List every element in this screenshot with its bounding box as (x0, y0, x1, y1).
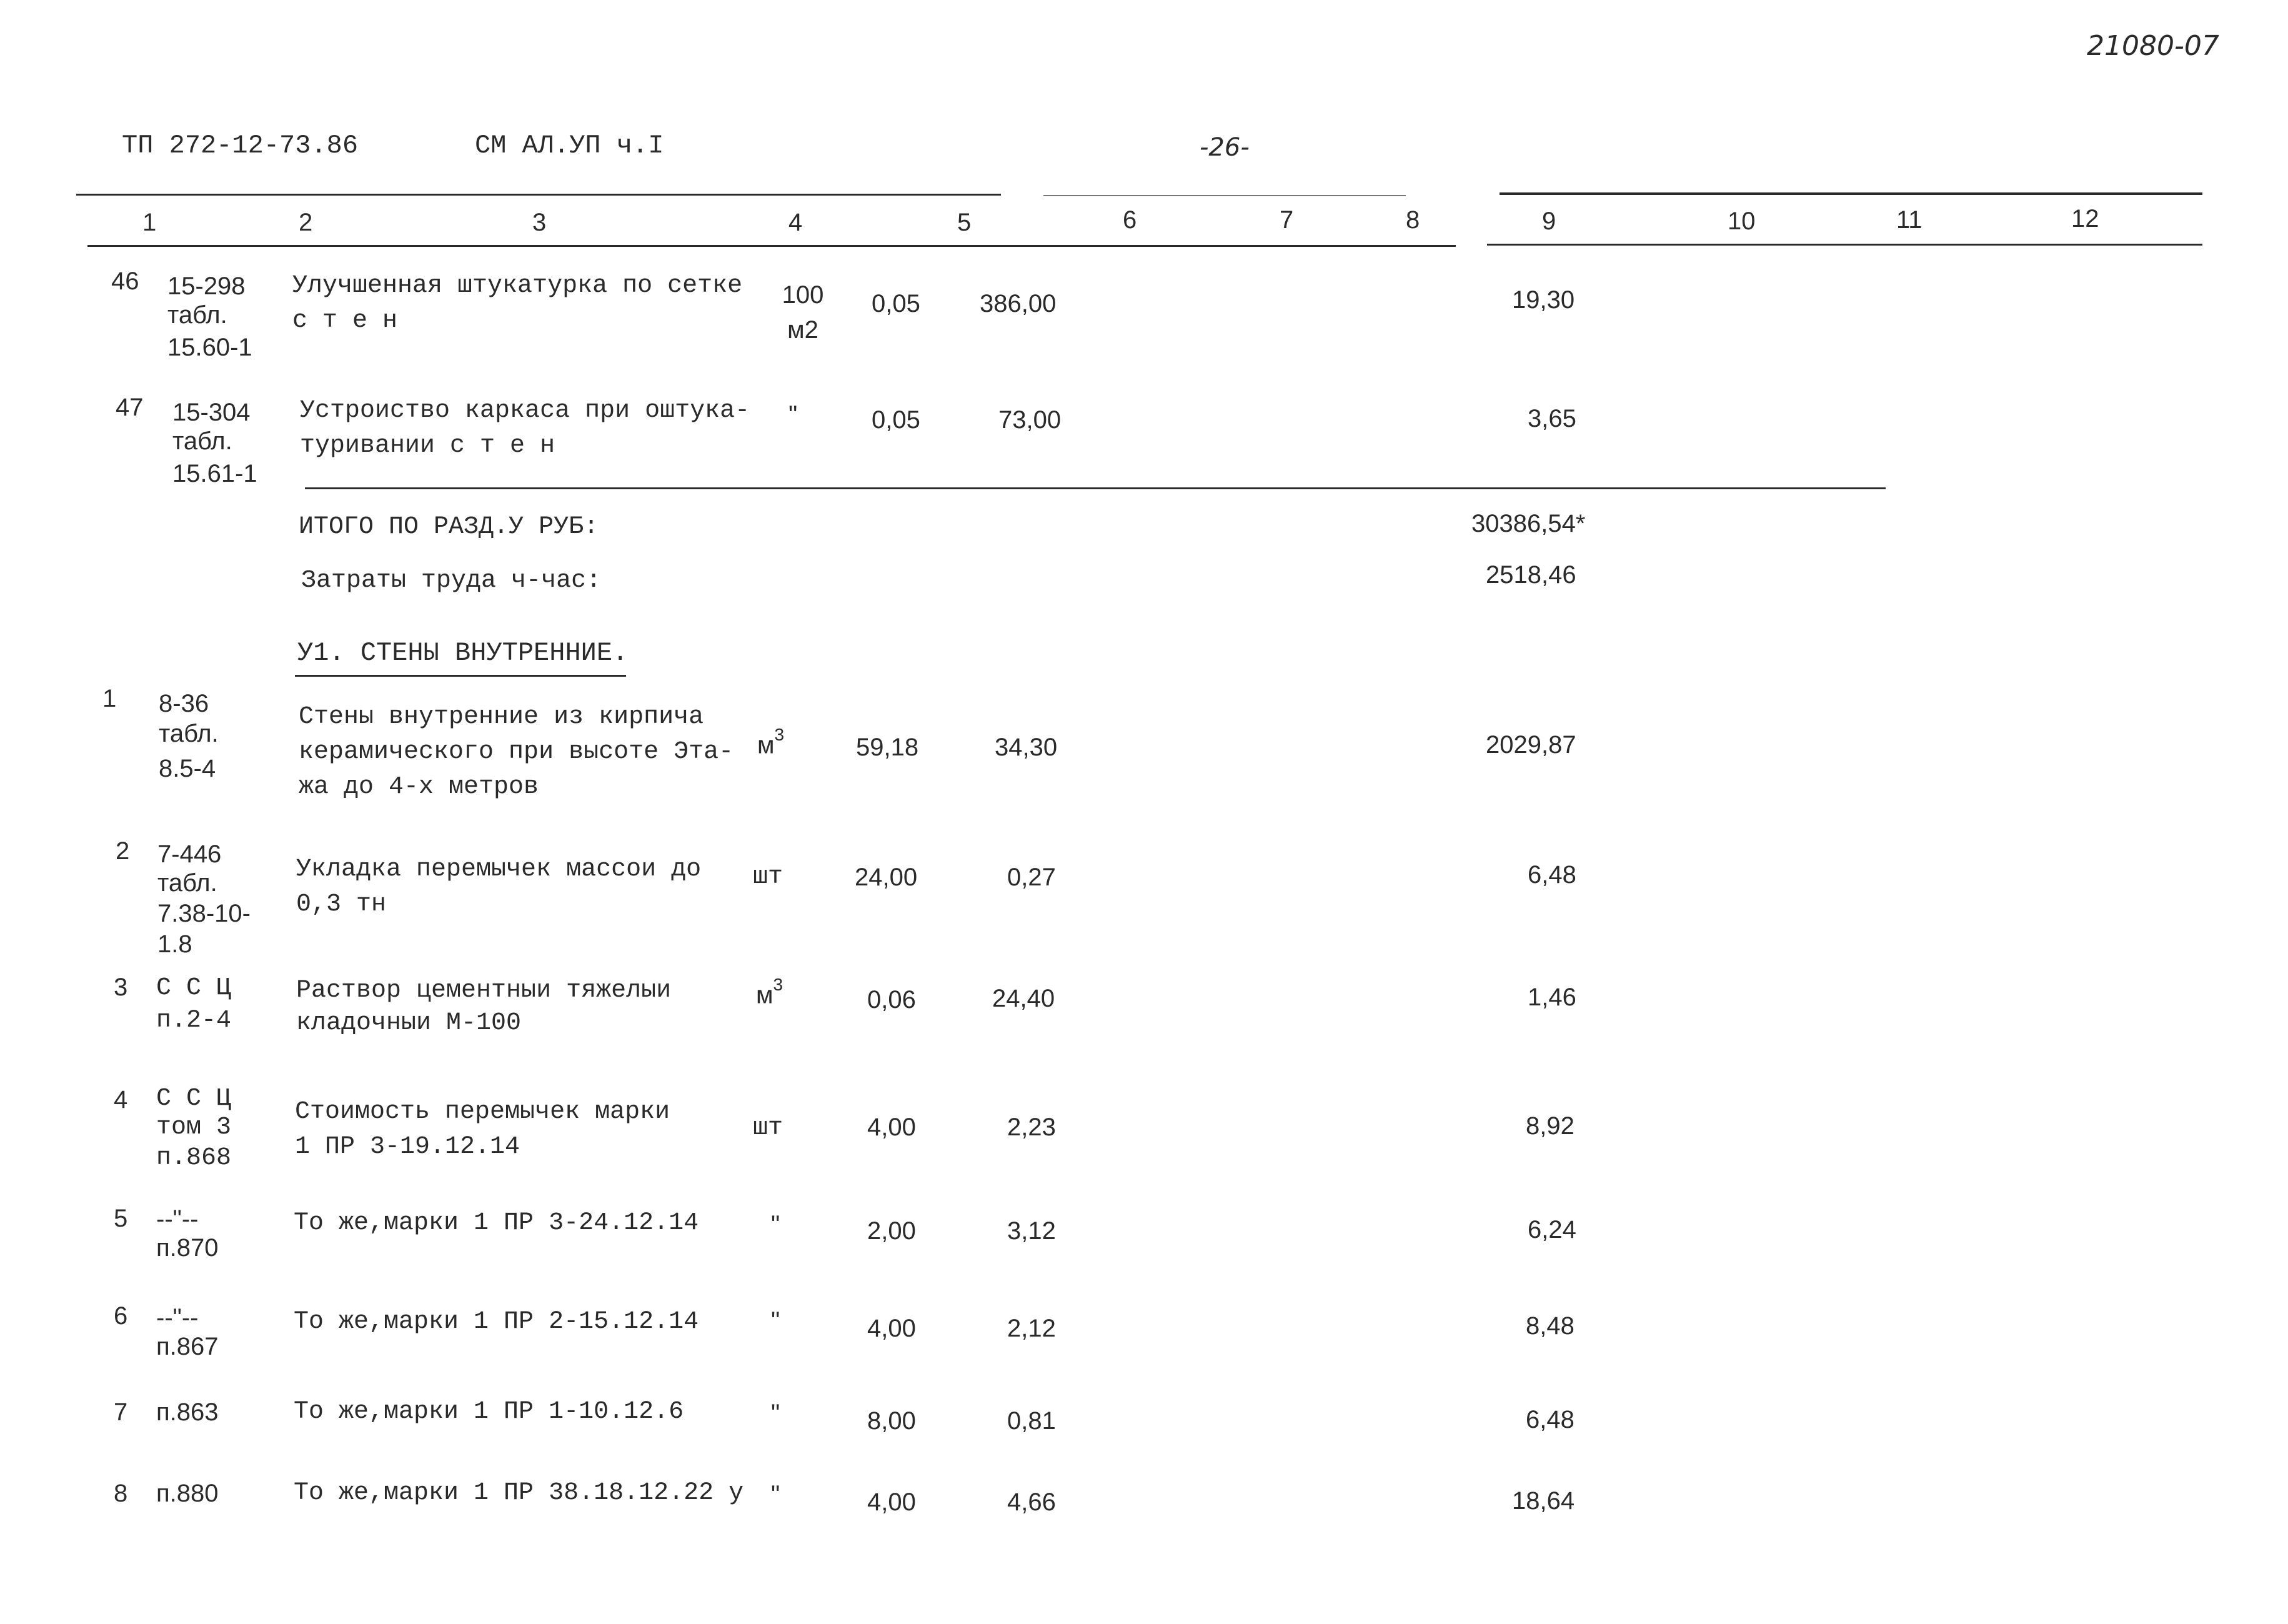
section-total-label: ИТОГО ПО РАЗД.У РУБ: (299, 513, 599, 541)
item-price: 0,81 (1007, 1407, 1056, 1435)
row-number: 2 (116, 837, 130, 865)
item-price: 2,12 (1007, 1315, 1056, 1342)
item-total: 8,48 (1526, 1312, 1574, 1340)
column-header: 6 (1123, 206, 1137, 234)
item-quantity: 59,18 (856, 734, 919, 761)
item-quantity: 24,00 (855, 864, 918, 891)
item-unit: " (771, 1481, 780, 1508)
column-header: 2 (299, 209, 313, 236)
header-bottom-rule (87, 245, 1456, 247)
item-price: 3,12 (1007, 1217, 1056, 1245)
item-unit: шт (753, 1114, 783, 1142)
item-code: 15-304 табл. 15.61-1 (172, 399, 257, 487)
item-description: То же,марки 1 ПР 1-10.12.6 (294, 1398, 684, 1426)
item-total: 8,92 (1526, 1112, 1574, 1140)
header-bottom-rule-2 (1487, 244, 2202, 246)
table-top-rule (76, 194, 1001, 196)
table-top-rule-3 (1500, 192, 2202, 195)
item-code: 8-36 табл. 8.5-4 (159, 690, 219, 782)
labor-value: 2518,46 (1486, 561, 1576, 589)
item-quantity: 0,05 (872, 290, 920, 317)
item-description: То же,марки 1 ПР 2-15.12.14 (294, 1308, 699, 1336)
section-code: СМ АЛ.УП ч.I (475, 131, 664, 161)
row-number: 7 (114, 1398, 128, 1426)
item-price: 24,40 (992, 985, 1055, 1012)
row-number: 6 (114, 1302, 128, 1330)
section-total-value: 30386,54* (1471, 510, 1586, 537)
row-number: 5 (114, 1205, 128, 1232)
item-quantity: 0,06 (867, 986, 916, 1014)
item-description: То же,марки 1 ПР 38.18.12.22 у (294, 1479, 744, 1507)
labor-label: Затраты труда ч-час: (301, 567, 602, 595)
item-price: 34,30 (995, 734, 1058, 761)
row-number: 46 (111, 267, 139, 295)
column-header: 7 (1280, 206, 1294, 234)
item-description: Стены внутренние из кирпича керамического при высоте Эта- жа до 4-х метров (299, 703, 734, 801)
item-code: п.863 (156, 1398, 219, 1426)
item-total: 19,30 (1512, 286, 1575, 314)
item-description: Укладка перемычек массои до 0,3 тн (296, 855, 702, 919)
item-unit: шт (753, 863, 783, 891)
item-code: С С Ц п.2-4 (156, 974, 232, 1035)
item-code: 15-298 табл. 15.60-1 (167, 272, 252, 361)
row-number: 4 (114, 1086, 128, 1113)
item-total: 1,46 (1528, 984, 1576, 1011)
column-header: 11 (1896, 206, 1922, 234)
item-code: 7-446 табл. 7.38-10- 1.8 (157, 840, 251, 958)
column-header: 10 (1728, 207, 1756, 235)
column-header: 8 (1406, 206, 1420, 234)
project-code: ТП 272-12-73.86 (122, 131, 359, 161)
section-title: У1. СТЕНЫ ВНУТРЕННИЕ. (297, 638, 629, 668)
item-code: --"-- п.870 (156, 1205, 219, 1262)
item-quantity: 4,00 (867, 1113, 916, 1141)
column-header: 12 (2071, 205, 2099, 232)
item-unit: 100 м2 (782, 281, 824, 344)
row-number: 1 (102, 685, 117, 712)
item-quantity: 2,00 (867, 1217, 916, 1245)
document-number: 21080-07 (2087, 30, 2219, 62)
item-price: 2,23 (1007, 1113, 1056, 1141)
item-code: С С Ц том 3 п.868 (156, 1085, 232, 1172)
item-code: п.880 (156, 1480, 219, 1507)
item-unit: " (771, 1400, 780, 1427)
section-title-underline (295, 675, 626, 677)
item-unit: $м^3$ (756, 975, 783, 1009)
item-total: 6,48 (1528, 861, 1576, 889)
table-top-rule-2 (1043, 195, 1406, 196)
page-number: -26- (1200, 133, 1250, 162)
item-price: 386,00 (980, 290, 1057, 317)
item-quantity: 4,00 (867, 1315, 916, 1342)
row-number: 8 (114, 1480, 128, 1507)
item-price: 0,27 (1007, 864, 1056, 891)
item-description: Улучшенная штукатурка по сетке с т е н (292, 272, 743, 335)
row-number: 3 (114, 974, 128, 1001)
column-header: 9 (1542, 207, 1556, 235)
column-header: 4 (788, 209, 803, 236)
item-quantity: 4,00 (867, 1488, 916, 1516)
column-header: 5 (957, 209, 972, 236)
item-quantity: 8,00 (867, 1407, 916, 1435)
item-unit: $м^3$ (757, 725, 785, 759)
item-unit: " (771, 1211, 780, 1238)
item-description: То же,марки 1 ПР 3-24.12.14 (294, 1209, 699, 1237)
item-price: 4,66 (1007, 1488, 1056, 1516)
item-quantity: 0,05 (872, 406, 920, 434)
item-unit: " (771, 1307, 780, 1335)
column-header: 3 (532, 209, 547, 236)
item-unit: " (788, 401, 798, 429)
row-number: 47 (116, 394, 144, 421)
item-description: Раствор цементныи тяжелыи кладочныи М-100 (296, 977, 672, 1037)
item-total: 6,48 (1526, 1406, 1574, 1433)
item-total: 2029,87 (1486, 731, 1576, 759)
item-total: 18,64 (1512, 1487, 1575, 1515)
item-code: --"-- п.867 (156, 1304, 219, 1360)
item-total: 6,24 (1528, 1216, 1576, 1243)
item-description: Устроиство каркаса при оштука- туривании с т е н (300, 397, 750, 460)
column-header: 1 (142, 209, 157, 236)
item-total: 3,65 (1528, 405, 1576, 432)
item-description: Стоимость перемычек марки 1 ПР 3-19.12.14 (295, 1098, 670, 1161)
item-price: 73,00 (998, 406, 1062, 434)
summary-rule (305, 487, 1886, 489)
